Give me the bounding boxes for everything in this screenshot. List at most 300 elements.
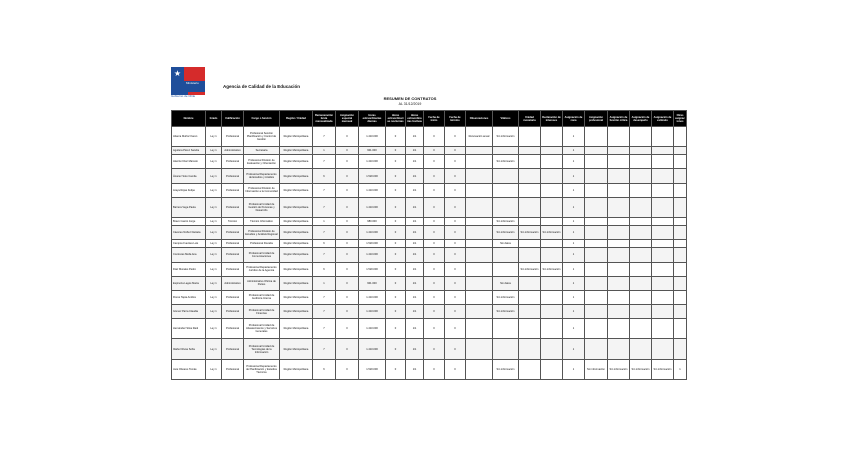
table-row [172,276,687,290]
table-cell: Profesional División de Información a la Comunidad [244,183,280,197]
table-cell [466,319,493,339]
column-header: Asignación de desempeño [630,111,652,127]
table-cell [519,276,541,290]
table-row [172,319,687,339]
table-cell: 1.410.000 [359,319,386,339]
table-cell: 1.410.000 [359,305,386,319]
table-cell: 1 [563,183,585,197]
table-cell: 0 [386,218,406,226]
table-cell: Profesional [222,197,244,217]
table-cell [541,155,563,169]
table-cell: 0 [386,248,406,262]
table-cell: Sin información [541,226,563,240]
table-cell: Sin información [493,155,519,169]
table-cell: 0 [336,339,359,359]
table-cell: Ley 1 [206,248,222,262]
table-cell [630,240,652,248]
column-header: Remuneración bruta mensualizada [313,111,336,127]
table-cell: 0 [424,155,445,169]
table-cell: 1 [563,319,585,339]
table-cell [652,248,674,262]
table-cell: 0 [445,127,466,147]
table-cell: 7 [313,339,336,359]
table-cell [652,197,674,217]
table-cell: Profesional Unidad de Abastecimiento y Servicios Generales [244,319,280,339]
table-cell: Flores Tapia Andrés [172,290,206,304]
table-cell: Profesional [222,169,244,183]
table-row [172,240,687,248]
table-cell [674,248,687,262]
table-cell [674,183,687,197]
table-cell: 7 [313,226,336,240]
table-cell: 0 [445,155,466,169]
table-cell: 0 [336,240,359,248]
table-cell [585,197,608,217]
table-cell: 0 [445,319,466,339]
table-cell: 1 [563,226,585,240]
table-cell [608,276,630,290]
table-cell [652,240,674,248]
table-cell [466,218,493,226]
table-cell [674,276,687,290]
table-cell: Profesional [222,305,244,319]
table-cell: 1 [563,305,585,319]
column-header: Grado [206,111,222,127]
table-cell: Región Metropolitana [280,319,313,339]
table-cell: 0 [424,276,445,290]
table-cell: Sin información [493,218,519,226]
table-cell [541,319,563,339]
table-cell: 0 [386,276,406,290]
table-cell: Sin información [493,290,519,304]
table-cell: Profesional [222,262,244,276]
table-cell [466,305,493,319]
table-cell: Sin datos [493,240,519,248]
table-cell [585,290,608,304]
table-row [172,197,687,217]
table-cell [541,339,563,359]
report-title: RESUMEN DE CONTRATOS [383,96,437,101]
table-cell [493,183,519,197]
table-cell: Región Metropolitana [280,248,313,262]
table-cell: 1/1 [406,339,424,359]
table-cell [608,262,630,276]
table-cell [652,147,674,155]
table-cell: 1/1 [406,276,424,290]
table-cell: 6 [313,240,336,248]
table-cell: Región Metropolitana [280,226,313,240]
table-cell [466,276,493,290]
table-cell: Sin información [519,226,541,240]
table-cell: 7 [313,127,336,147]
table-cell [608,127,630,147]
table-cell [493,262,519,276]
table-cell: 0 [424,218,445,226]
table-cell [493,248,519,262]
table-cell: 0 [386,169,406,183]
table-cell: 1.520.000 [359,240,386,248]
column-header: Asignación de función crítica [608,111,630,127]
table-cell: Ley 1 [206,240,222,248]
table-cell: Administrativo [222,147,244,155]
table-cell: 1 [563,155,585,169]
table-cell [652,319,674,339]
table-cell [585,305,608,319]
table-cell: 1/1 [406,290,424,304]
table-cell: Jara Olivares Tomás [172,359,206,379]
table-body [172,127,687,380]
table-cell: 0 [424,169,445,183]
table-cell [674,197,687,217]
table-cell: 0 [445,197,466,217]
table-cell: Ley 1 [206,197,222,217]
table-cell [585,155,608,169]
table-cell: Ley 1 [206,339,222,359]
table-cell [541,290,563,304]
table-cell: 0 [445,147,466,155]
column-header: Asignación de zona [563,111,585,127]
table-cell [608,339,630,359]
table-cell: Ley 1 [206,218,222,226]
table-cell: 1 [563,262,585,276]
table-cell: 0 [336,169,359,183]
table-cell [519,197,541,217]
table-cell: 7 [313,305,336,319]
table-cell [519,218,541,226]
table-cell [541,218,563,226]
table-cell: 6 [313,262,336,276]
star-icon: ★ [173,69,182,78]
table-row [172,248,687,262]
table-cell [585,127,608,147]
table-cell: 6 [313,169,336,183]
table-cell: Técnico [222,218,244,226]
table-cell: 7 [313,290,336,304]
table-cell [585,147,608,155]
table-cell: 0 [336,262,359,276]
table-row [172,155,687,169]
table-cell: 0 [386,240,406,248]
table-cell [466,262,493,276]
table-cell: Ley 1 [206,262,222,276]
table-cell: 0 [386,359,406,379]
table-cell [541,169,563,183]
table-cell: 0 [336,218,359,226]
table-cell [608,319,630,339]
table-cell: 0 [336,155,359,169]
table-cell: 0 [424,248,445,262]
table-cell: 0 [445,305,466,319]
table-cell: Región Metropolitana [280,276,313,290]
table-cell [630,197,652,217]
table-cell: 0 [445,339,466,359]
table-cell: 7 [313,248,336,262]
table-cell [652,218,674,226]
table-cell: 0 [386,183,406,197]
table-cell [674,339,687,359]
table-cell [585,226,608,240]
table-cell [493,169,519,183]
table-cell: Profesional Departamento de Planificación y Estudios Técnicos [244,359,280,379]
table-cell [519,359,541,379]
table-cell: 0 [336,226,359,240]
table-cell [630,262,652,276]
table-cell: 1/1 [406,147,424,155]
table-cell [466,248,493,262]
table-cell [674,305,687,319]
table-cell [674,155,687,169]
table-cell: 0 [386,226,406,240]
table-cell [608,218,630,226]
table-cell: Profesional Departamento Jurídico de la Agencia [244,262,280,276]
table-cell: Aguilera Pérez Sandra [172,147,206,155]
table-cell [608,169,630,183]
table-row [172,290,687,304]
table-cell: 0 [424,359,445,379]
table-cell: Sin información [630,359,652,379]
table-cell: Profesional [222,240,244,248]
table-cell [585,169,608,183]
table-cell [608,147,630,155]
table-cell: 1.410.000 [359,339,386,359]
table-cell [519,339,541,359]
column-header: Declaración de intereses [541,111,563,127]
table-cell: Campos Fuentes Luis [172,240,206,248]
table-cell [585,240,608,248]
table-cell [608,155,630,169]
table-cell: 0 [386,155,406,169]
table-cell: Araya Rojas Felipe [172,183,206,197]
column-header: Fecha de término [445,111,466,127]
table-cell: Región Metropolitana [280,359,313,379]
table-cell [608,197,630,217]
table-cell: Sin datos [493,276,519,290]
table-cell: Profesional División de Estudios y Análisis Regional [244,226,280,240]
table-cell: Ley 1 [206,226,222,240]
contracts-table [171,110,687,380]
table-cell: 0 [386,319,406,339]
table-cell: 0 [445,226,466,240]
organization-name: Agencia de Calidad de la Educación [223,84,301,89]
table-cell: 0 [424,127,445,147]
table-cell: 1 [563,290,585,304]
table-cell [585,339,608,359]
table-cell: Alarcón Díaz Marcelo [172,155,206,169]
table-cell: 1 [674,359,687,379]
table-cell [630,248,652,262]
table-cell: 1 [563,127,585,147]
table-cell [630,155,652,169]
table-cell [541,183,563,197]
table-cell: Región Metropolitana [280,127,313,147]
table-cell: 1 [563,276,585,290]
table-cell: Profesional Unidad de Finanzas [244,305,280,319]
table-cell [541,197,563,217]
table-cell [585,276,608,290]
table-cell: 0 [445,276,466,290]
table-cell [541,248,563,262]
table-cell: Ley 1 [206,290,222,304]
table-cell [519,169,541,183]
table-cell: 1 [563,169,585,183]
table-cell: Ibáñez Rivas Sofía [172,339,206,359]
table-cell [466,290,493,304]
table-row [172,127,687,147]
table-cell: 1.410.000 [359,127,386,147]
table-cell [541,305,563,319]
column-header: Asignación profesional [585,111,608,127]
table-cell: Sin información [608,359,630,379]
table-cell [585,319,608,339]
table-cell: Sin información [519,262,541,276]
table-cell: Contreras Mella Ana [172,248,206,262]
table-cell [519,183,541,197]
table-cell [466,339,493,359]
table-cell [674,240,687,248]
table-cell: 7 [313,155,336,169]
table-cell [674,262,687,276]
table-cell [652,226,674,240]
table-cell: Ley 1 [206,305,222,319]
table-cell: 0 [336,197,359,217]
table-cell: 0 [424,305,445,319]
table-row [172,147,687,155]
table-cell: Profesional [222,319,244,339]
table-cell: Gómez Parra Claudia [172,305,206,319]
table-cell: Región Metropolitana [280,155,313,169]
table-cell [541,147,563,155]
table-cell: Región Metropolitana [280,305,313,319]
column-header: Calificación [222,111,244,127]
table-cell: Sin información [541,262,563,276]
table-cell: 1 [563,197,585,217]
table-cell: Región Metropolitana [280,147,313,155]
table-cell: Sin información [493,226,519,240]
table-cell: 0 [336,276,359,290]
table-cell [541,240,563,248]
table-cell [630,339,652,359]
table-cell: 1.410.000 [359,248,386,262]
table-cell: 0 [445,262,466,276]
table-cell: 6 [313,359,336,379]
table-cell: Álvarez Soto Camila [172,169,206,183]
table-cell: 1/1 [406,169,424,183]
table-cell: Barrera Vega Paula [172,197,206,217]
table-cell: Sin información [493,305,519,319]
table-cell: Profesional División de Evaluación y Orientación [244,155,280,169]
table-cell [674,290,687,304]
table-cell: Ley 1 [206,169,222,183]
table-cell: 0 [336,183,359,197]
table-row [172,339,687,359]
table-cell: Región Metropolitana [280,183,313,197]
table-cell: 1.410.000 [359,197,386,217]
table-cell: Profesional Unidad de Tecnologías de la Información [244,339,280,359]
table-cell: Administrativo [222,276,244,290]
table-cell: 1 [313,147,336,155]
table-cell: Profesional [222,155,244,169]
table-cell: 0 [445,169,466,183]
table-cell: 1.520.000 [359,262,386,276]
table-cell: Profesional [222,127,244,147]
table-cell [652,339,674,359]
table-cell: 1 [563,147,585,155]
table-cell: Técnico Informático [244,218,280,226]
table-cell [608,248,630,262]
table-cell [466,359,493,379]
table-cell: 1/1 [406,155,424,169]
table-cell: 0 [336,127,359,147]
table-cell: Sin información [585,359,608,379]
table-cell [608,305,630,319]
table-cell: 0 [424,183,445,197]
table-cell: 1/1 [406,359,424,379]
table-cell [466,240,493,248]
table-cell: Renovación anual [466,127,493,147]
table-cell [652,183,674,197]
table-cell: Región Metropolitana [280,240,313,248]
table-header [172,111,687,127]
table-cell: 0 [336,147,359,155]
institution-logo [171,67,205,98]
table-cell [585,262,608,276]
table-cell [493,339,519,359]
table-cell: Ley 1 [206,359,222,379]
table-cell: 1 [563,359,585,379]
table-cell: 0 [424,240,445,248]
table-cell: 0 [424,290,445,304]
table-cell: Ley 1 [206,319,222,339]
table-cell: 901.000 [359,276,386,290]
table-cell: Ley 1 [206,276,222,290]
table-cell: 1/1 [406,197,424,217]
table-cell: Profesional Sección Planificación y Control de Gestión [244,127,280,147]
column-header: Nombre [172,111,206,127]
table-cell [466,226,493,240]
table-row [172,183,687,197]
table-cell: Ley 1 [206,183,222,197]
table-cell: 0 [386,147,406,155]
table-cell: Región Metropolitana [280,290,313,304]
logo-caption: Gobierno de Chile [171,94,196,98]
table-cell: 7 [313,319,336,339]
logo-text: Ministerio [186,81,199,85]
table-cell: 1/1 [406,226,424,240]
table-cell: 0 [424,339,445,359]
table-cell: Abarca Muñoz Karen [172,127,206,147]
table-cell: 901.000 [359,147,386,155]
table-cell [541,359,563,379]
table-cell: 7 [313,197,336,217]
table-cell: Región Metropolitana [280,262,313,276]
table-cell [493,147,519,155]
table-cell [519,127,541,147]
table-cell [652,290,674,304]
table-cell [674,226,687,240]
table-cell: Hernández Silva Raúl [172,319,206,339]
column-header: Horas extraordinarias nocturnas [386,111,406,127]
table-cell: Región Metropolitana [280,169,313,183]
table-cell: 0 [445,183,466,197]
table-cell: Secretaria [244,147,280,155]
table-cell [630,290,652,304]
table-cell [630,147,652,155]
table-cell [519,290,541,304]
column-header: Horas extraordinarias diurnas [359,111,386,127]
table-cell: 0 [424,262,445,276]
table-cell [585,218,608,226]
table-cell: 1 [563,248,585,262]
